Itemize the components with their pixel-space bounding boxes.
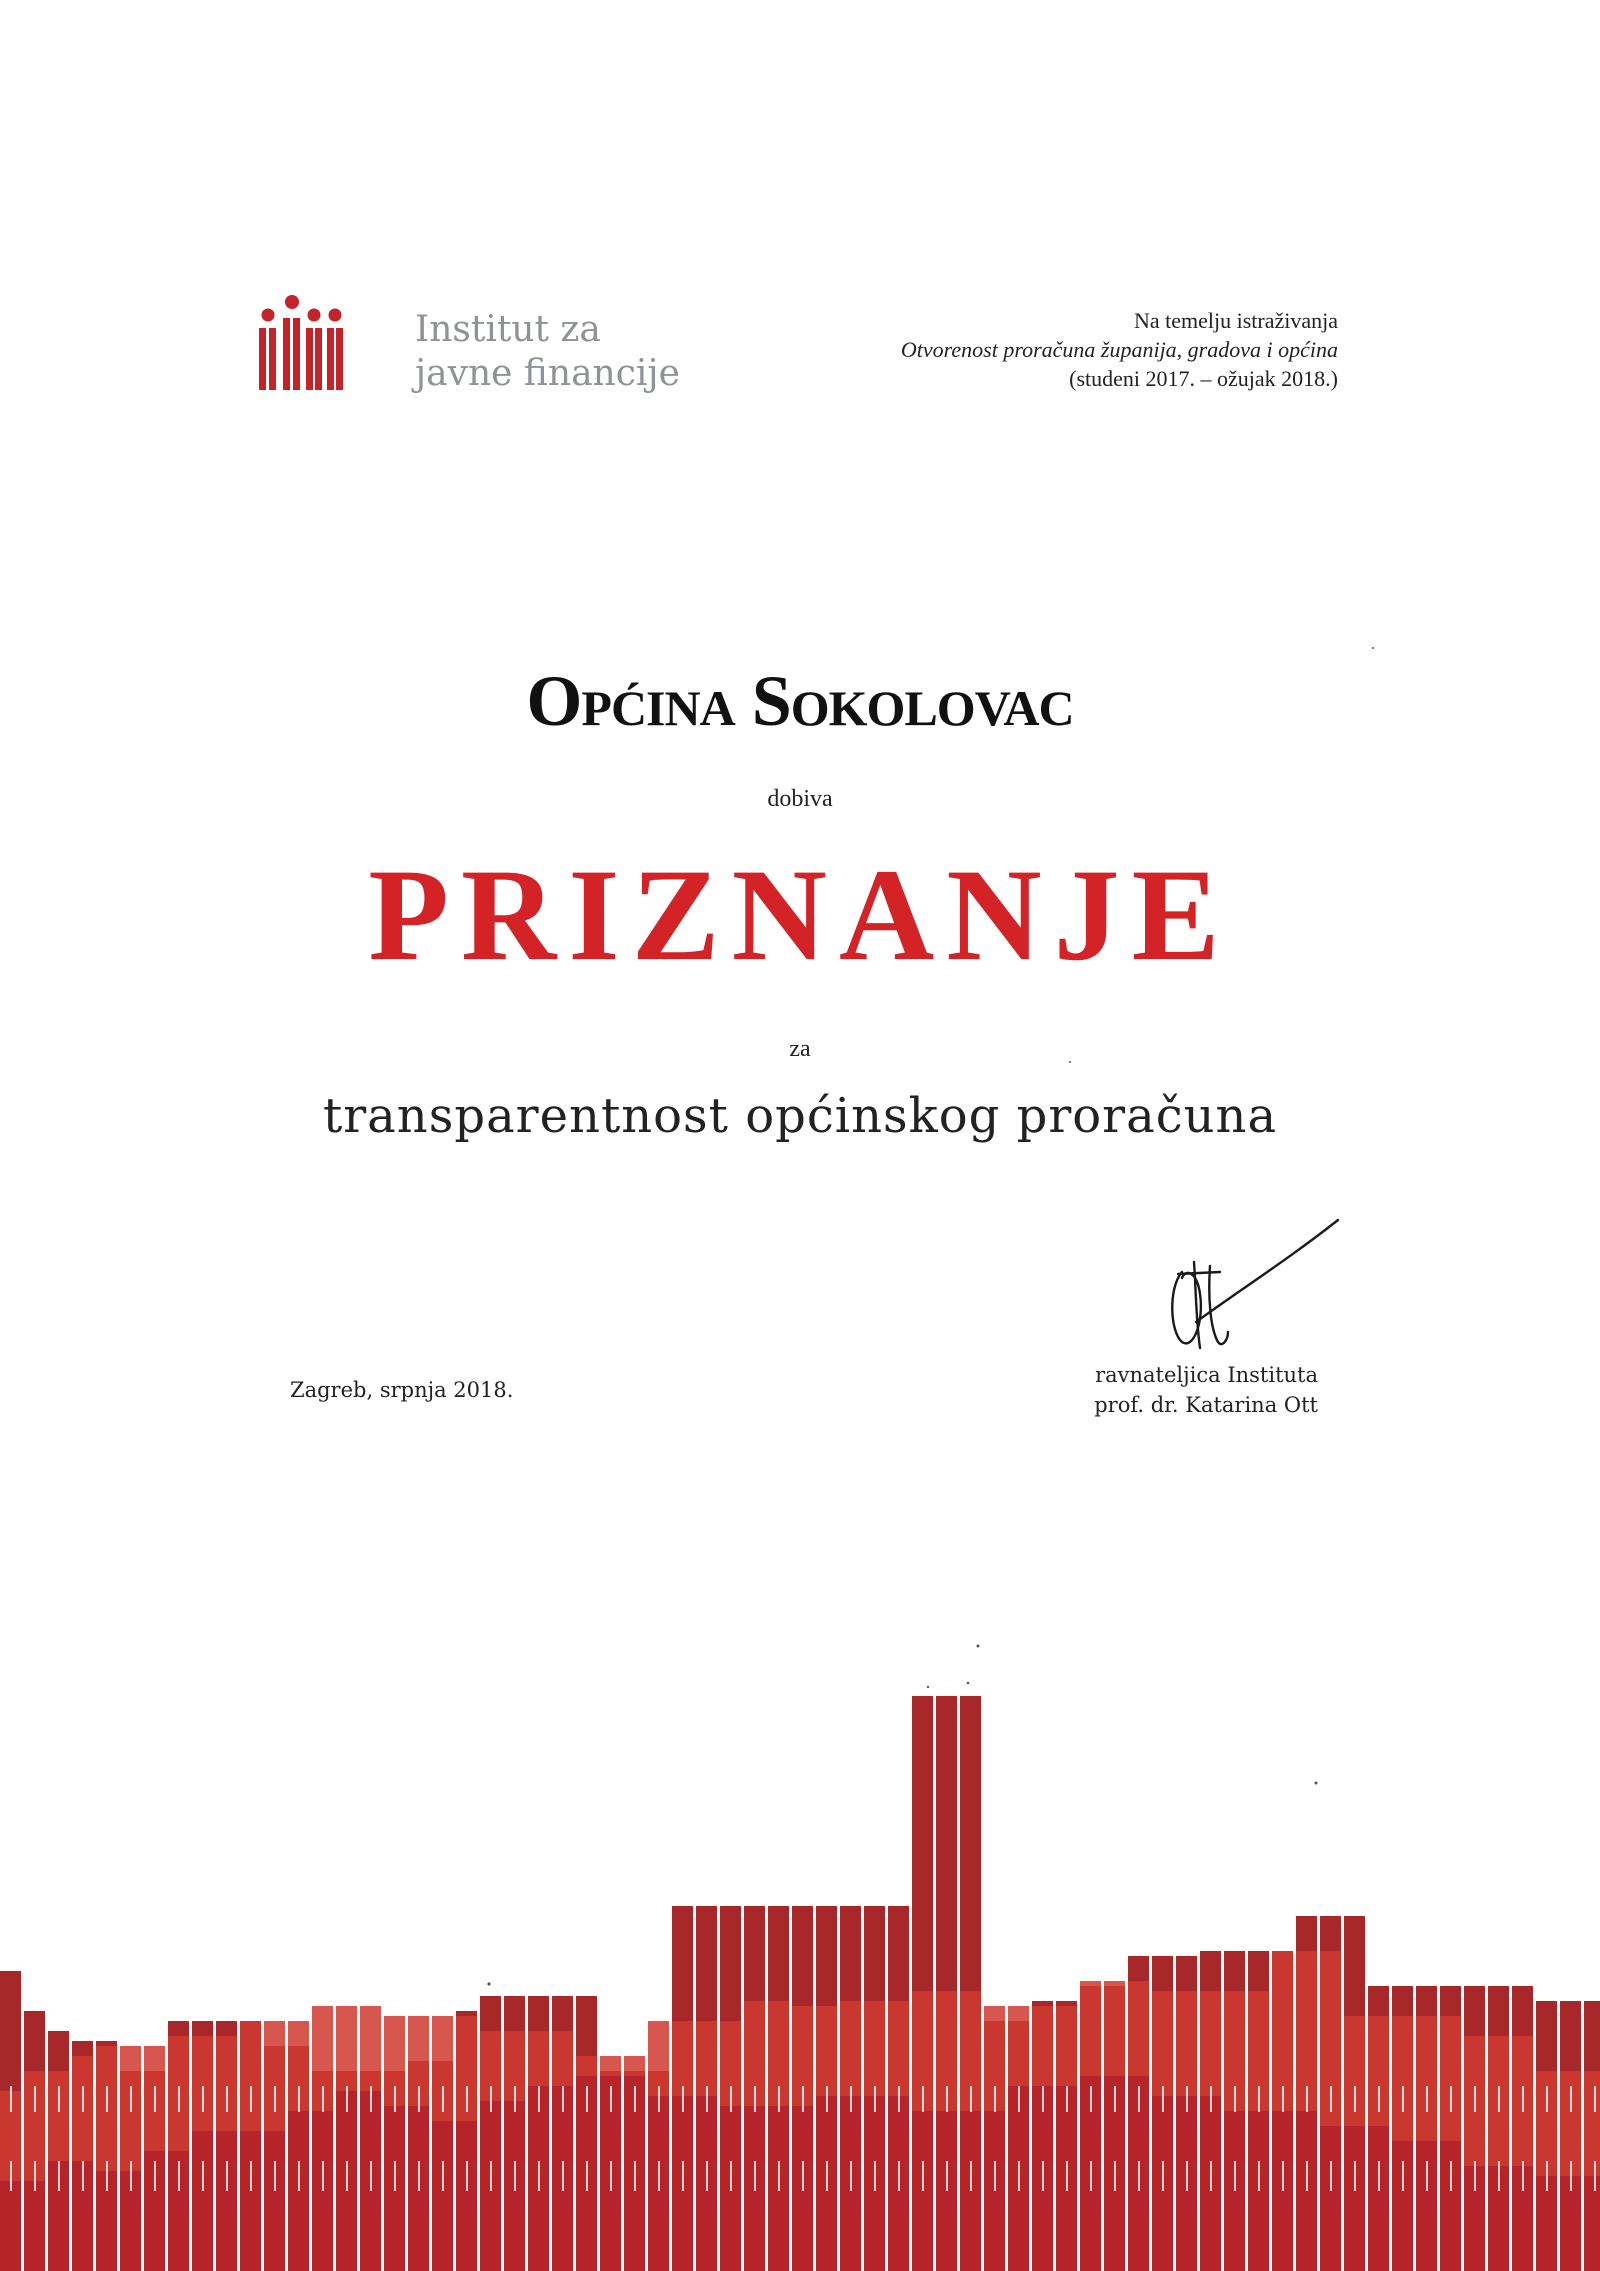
- institute-name-line2: javne financije: [415, 353, 680, 394]
- place-date: Zagreb, srpnja 2018.: [290, 1378, 514, 1402]
- award-subject: transparentnost općinskog proračuna: [322, 1088, 1278, 1144]
- research-note-period: (studeni 2017. – ožujak 2018.): [1069, 366, 1338, 391]
- institute-name-line1: Institut za: [415, 309, 601, 350]
- research-note-title: Otvorenost proračuna županija, gradova i općina: [900, 337, 1338, 362]
- signatory-role: ravnateljica Instituta: [1095, 1363, 1318, 1387]
- signatory-name: prof. dr. Katarina Ott: [1094, 1393, 1318, 1417]
- receives-word: dobiva: [767, 786, 833, 812]
- award-title: PRIZNANJE: [368, 841, 1232, 988]
- research-note-line1: Na temelju istraživanja: [1133, 308, 1338, 333]
- recipient-name: Općina Sokolovac: [526, 661, 1074, 741]
- for-word: za: [789, 1036, 811, 1062]
